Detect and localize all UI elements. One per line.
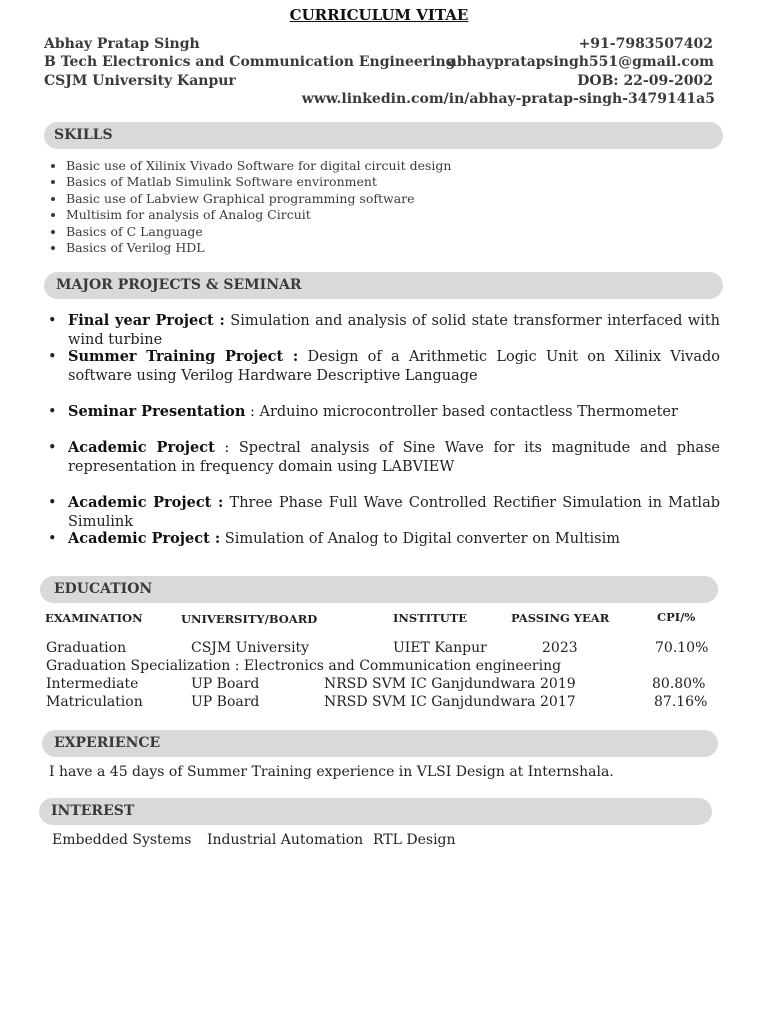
project-label: Summer Training Project : (68, 348, 299, 365)
edu-year-matriculation: 2017 (540, 694, 576, 710)
project-item (48, 403, 720, 422)
education-section-header (40, 576, 718, 603)
project-item (48, 494, 720, 531)
skill-item: • Basics of Verilog HDL (66, 240, 451, 256)
project-item (48, 348, 720, 385)
experience-section-header (42, 730, 718, 757)
project-description: Simulation of Analog to Digital converter on Multisim (220, 531, 620, 547)
date-of-birth: DOB: 22-09-2002 (577, 73, 713, 89)
bullet-icon: • (48, 440, 57, 456)
project-description: : Arduino microcontroller based contactless Thermometer (245, 404, 678, 420)
bullet-icon: • (48, 495, 57, 511)
project-label: Academic Project : (68, 530, 221, 547)
project-description: Simulation and analysis of solid state transformer interfaced with wind turbine (68, 313, 720, 348)
project-label: Seminar Presentation (68, 403, 246, 420)
skills-list (36, 158, 451, 256)
edu-board-matriculation: UP Board (191, 694, 260, 710)
edu-board-graduation: CSJM University (191, 640, 310, 656)
edu-exam-matriculation: Matriculation (46, 694, 143, 710)
document-title: CURRICULUM VITAE (289, 6, 469, 24)
graduation-specialization: Graduation Specialization : Electronics and Communication engineering (46, 658, 562, 674)
edu-board-intermediate: UP Board (191, 676, 260, 692)
education-heading: EDUCATION (54, 581, 153, 597)
email-address[interactable]: abhaypratapsingh551@gmail.com (447, 54, 714, 70)
edu-institute-graduation: UIET Kanpur (393, 640, 487, 656)
bullet-icon: • (48, 531, 57, 547)
interest-item: Industrial Automation (207, 832, 364, 848)
project-item (48, 312, 720, 349)
project-item (48, 530, 720, 549)
experience-heading: EXPERIENCE (54, 735, 161, 751)
interest-item: RTL Design (373, 832, 456, 848)
bullet-icon: • (48, 313, 57, 329)
edu-year-graduation: 2023 (542, 640, 578, 656)
skill-item: • Basics of Matlab Simulink Software environment (66, 174, 451, 190)
column-header-examination: EXAMINATION (45, 611, 143, 625)
edu-exam-intermediate: Intermediate (46, 676, 139, 692)
interest-section-header (39, 798, 712, 825)
bullet-icon: • (48, 349, 57, 365)
edu-exam-graduation: Graduation (46, 640, 127, 656)
project-description: : Spectral analysis of Sine Wave for its magnitude and phase representation in frequency domain using LABVIEW (68, 440, 721, 475)
candidate-name: Abhay Pratap Singh (44, 36, 200, 52)
skills-heading: SKILLS (54, 127, 113, 143)
experience-text: I have a 45 days of Summer Training experience in VLSI Design at Internshala. (49, 764, 614, 780)
edu-cpi-matriculation: 87.16% (654, 694, 708, 710)
column-header-cpi: CPI/% (657, 610, 696, 624)
skill-item: • Basic use of Xilinix Vivado Software for digital circuit design (66, 158, 451, 174)
edu-institute-intermediate: NRSD SVM IC Ganjdundwara (324, 676, 536, 692)
linkedin-url[interactable]: www.linkedin.com/in/abhay-pratap-singh-3479141a5 (301, 91, 715, 107)
edu-cpi-intermediate: 80.80% (652, 676, 706, 692)
project-label: Academic Project (68, 439, 215, 456)
edu-year-intermediate: 2019 (540, 676, 576, 692)
interest-heading: INTEREST (51, 803, 135, 819)
candidate-university: CSJM University Kanpur (44, 73, 236, 89)
project-label: Final year Project : (68, 312, 225, 329)
project-description: Design of a Arithmetic Logic Unit on Xilinix Vivado software using Verilog Hardware Descriptive Language (68, 349, 720, 384)
skill-item: • Multisim for analysis of Analog Circuit (66, 207, 451, 223)
interest-item: Embedded Systems (52, 832, 192, 848)
project-item (48, 439, 720, 476)
projects-section-header (44, 272, 723, 299)
edu-institute-matriculation: NRSD SVM IC Ganjdundwara (324, 694, 536, 710)
skill-item: • Basic use of Labview Graphical programming software (66, 191, 451, 207)
skill-item: • Basics of C Language (66, 224, 451, 240)
bullet-icon: • (48, 404, 57, 420)
edu-cpi-graduation: 70.10% (655, 640, 709, 656)
column-header-institute: INSTITUTE (393, 611, 468, 625)
skills-section-header (44, 122, 723, 149)
project-description: Three Phase Full Wave Controlled Rectifier Simulation in Matlab Simulink (68, 495, 720, 530)
candidate-degree: B Tech Electronics and Communication Engineering (44, 54, 456, 70)
column-header-year: PASSING YEAR (511, 611, 610, 625)
phone-number: +91-7983507402 (578, 36, 713, 52)
column-header-board: UNIVERSITY/BOARD (181, 612, 318, 626)
project-label: Academic Project : (68, 494, 224, 511)
projects-heading: MAJOR PROJECTS & SEMINAR (56, 277, 302, 293)
